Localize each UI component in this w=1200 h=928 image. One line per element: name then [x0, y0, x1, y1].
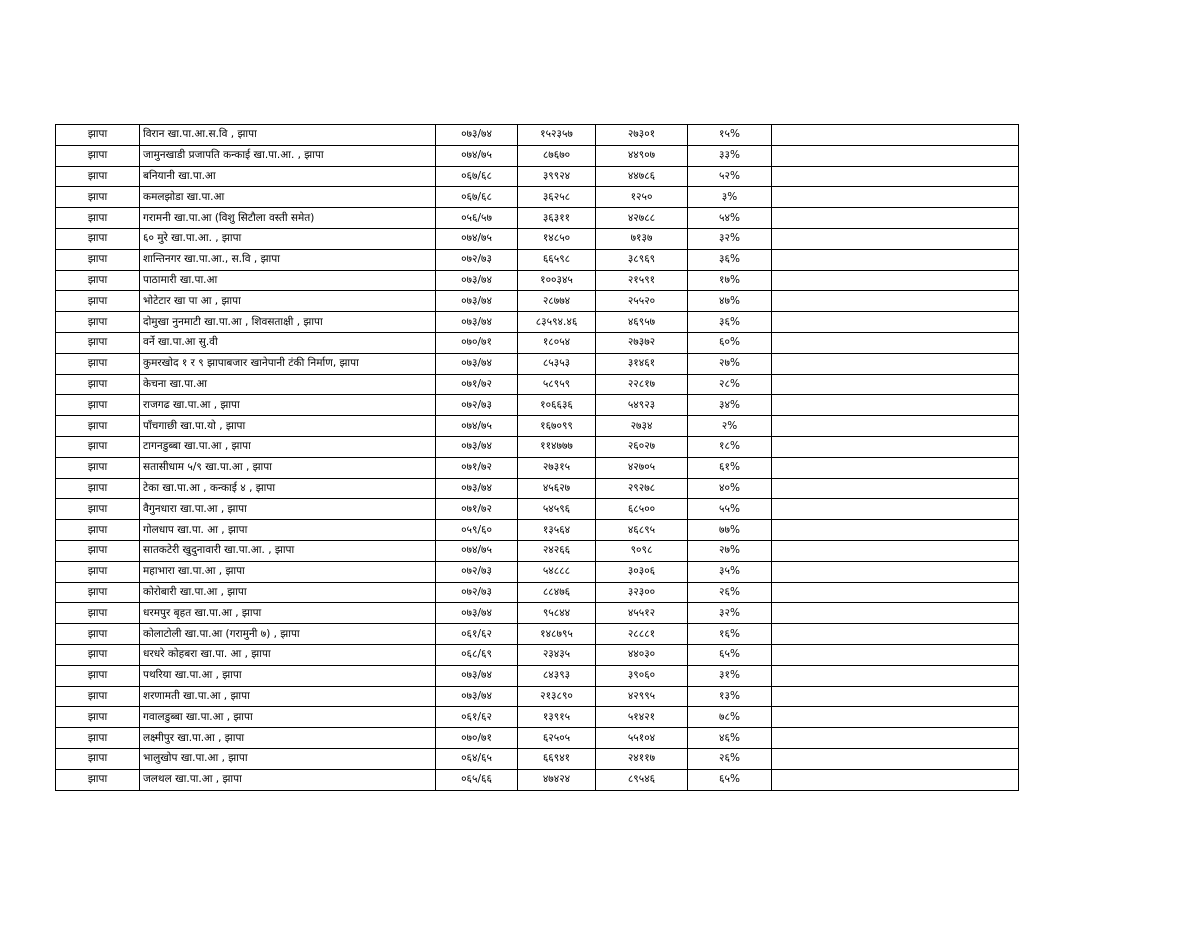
district-cell: झापा	[56, 686, 140, 707]
fiscal-year-cell: ०६७/६८	[436, 166, 518, 187]
district-cell: झापा	[56, 457, 140, 478]
fiscal-year-cell: ०७०/७१	[436, 728, 518, 749]
fiscal-year-cell: ०७२/७३	[436, 561, 518, 582]
remark-cell	[772, 644, 1019, 665]
fiscal-year-cell: ०७४/७५	[436, 228, 518, 249]
percent-cell: ३५%	[688, 561, 772, 582]
fiscal-year-cell: ०७४/७५	[436, 145, 518, 166]
percent-cell: ५५%	[688, 499, 772, 520]
value-a-cell: ३९९२४	[518, 166, 596, 187]
table-row	[56, 728, 1019, 749]
project-name-cell: दोमुखा नुनमाटी खा.पा.आ , शिवसताक्षी , झापा	[140, 312, 436, 333]
table-row	[56, 353, 1019, 374]
project-name-cell: कमलझोडा खा.पा.आ	[140, 187, 436, 208]
table-row	[56, 208, 1019, 229]
value-b-cell: ३०३०६	[596, 561, 688, 582]
project-name-cell: विरान खा.पा.आ.स.वि , झापा	[140, 125, 436, 146]
project-name-cell: बनियानी खा.पा.आ	[140, 166, 436, 187]
project-name-cell: गरामनी खा.पा.आ (विशु सिटौला वस्ती समेत)	[140, 208, 436, 229]
remark-cell	[772, 707, 1019, 728]
percent-cell: ३४%	[688, 395, 772, 416]
value-a-cell: ५८९५९	[518, 374, 596, 395]
remark-cell	[772, 291, 1019, 312]
value-b-cell: ३८९६९	[596, 249, 688, 270]
value-a-cell: ६२५०५	[518, 728, 596, 749]
value-a-cell: ६६५९८	[518, 249, 596, 270]
district-cell: झापा	[56, 125, 140, 146]
percent-cell: १६%	[688, 624, 772, 645]
value-a-cell: ८७६७०	[518, 145, 596, 166]
remark-cell	[772, 145, 1019, 166]
project-name-cell: कोलाटोली खा.पा.आ (गरामुनी ७) , झापा	[140, 624, 436, 645]
remark-cell	[772, 353, 1019, 374]
remark-cell	[772, 228, 1019, 249]
remark-cell	[772, 374, 1019, 395]
fiscal-year-cell: ०७३/७४	[436, 665, 518, 686]
percent-cell: १८%	[688, 436, 772, 457]
project-name-cell: टागनडुब्बा खा.पा.आ , झापा	[140, 436, 436, 457]
percent-cell: ५४%	[688, 208, 772, 229]
value-b-cell: ५१४२१	[596, 707, 688, 728]
district-cell: झापा	[56, 208, 140, 229]
project-name-cell: महाभारा खा.पा.आ , झापा	[140, 561, 436, 582]
fiscal-year-cell: ०७२/७३	[436, 395, 518, 416]
percent-cell: ४६%	[688, 728, 772, 749]
fiscal-year-cell: ०५९/६०	[436, 520, 518, 541]
district-cell: झापा	[56, 374, 140, 395]
remark-cell	[772, 166, 1019, 187]
value-b-cell: ८९५४६	[596, 769, 688, 790]
table-row	[56, 457, 1019, 478]
fiscal-year-cell: ०६८/६९	[436, 644, 518, 665]
fiscal-year-cell: ०७४/७५	[436, 416, 518, 437]
remark-cell	[772, 478, 1019, 499]
district-cell: झापा	[56, 291, 140, 312]
project-name-cell: राजगढ खा.पा.आ , झापा	[140, 395, 436, 416]
table-row	[56, 416, 1019, 437]
table-row	[56, 270, 1019, 291]
table-row	[56, 291, 1019, 312]
value-b-cell: ७१३७	[596, 228, 688, 249]
district-cell: झापा	[56, 249, 140, 270]
percent-cell: २७%	[688, 353, 772, 374]
value-a-cell: ११४७७७	[518, 436, 596, 457]
value-b-cell: ४२९९५	[596, 686, 688, 707]
percent-cell: ३६%	[688, 312, 772, 333]
table-row	[56, 561, 1019, 582]
value-b-cell: ३९०६०	[596, 665, 688, 686]
table-row	[56, 769, 1019, 790]
table-row	[56, 332, 1019, 353]
percent-cell: ७८%	[688, 707, 772, 728]
percent-cell: ५२%	[688, 166, 772, 187]
percent-cell: ३२%	[688, 228, 772, 249]
remark-cell	[772, 395, 1019, 416]
table-row	[56, 686, 1019, 707]
district-cell: झापा	[56, 769, 140, 790]
value-a-cell: १०६६३६	[518, 395, 596, 416]
percent-cell: ६१%	[688, 457, 772, 478]
district-cell: झापा	[56, 228, 140, 249]
percent-cell: ६५%	[688, 769, 772, 790]
table-row	[56, 644, 1019, 665]
value-b-cell: २७३०१	[596, 125, 688, 146]
project-name-cell: टेका खा.पा.आ , कन्काई ४ , झापा	[140, 478, 436, 499]
remark-cell	[772, 665, 1019, 686]
value-a-cell: ८८४७६	[518, 582, 596, 603]
value-a-cell: ८४३९३	[518, 665, 596, 686]
remark-cell	[772, 686, 1019, 707]
value-b-cell: ३२३००	[596, 582, 688, 603]
value-b-cell: ४२७८८	[596, 208, 688, 229]
value-b-cell: २८८८१	[596, 624, 688, 645]
value-a-cell: १३५६४	[518, 520, 596, 541]
project-name-cell: जलथल खा.पा.आ , झापा	[140, 769, 436, 790]
value-b-cell: २१५९१	[596, 270, 688, 291]
project-name-cell: कोरोबारी खा.पा.आ , झापा	[140, 582, 436, 603]
district-cell: झापा	[56, 166, 140, 187]
remark-cell	[772, 457, 1019, 478]
value-a-cell: २८७७४	[518, 291, 596, 312]
project-name-cell: सतासीधाम ५/९ खा.पा.आ , झापा	[140, 457, 436, 478]
project-name-cell: भोटेटार खा पा आ , झापा	[140, 291, 436, 312]
table-row	[56, 312, 1019, 333]
percent-cell: ३६%	[688, 249, 772, 270]
project-name-cell: धरमपुर बृहत खा.पा.आ , झापा	[140, 603, 436, 624]
value-a-cell: ८३५९४.४६	[518, 312, 596, 333]
percent-cell: ४७%	[688, 291, 772, 312]
value-b-cell: ६८५००	[596, 499, 688, 520]
district-cell: झापा	[56, 748, 140, 769]
remark-cell	[772, 249, 1019, 270]
percent-cell: २%	[688, 416, 772, 437]
remark-cell	[772, 728, 1019, 749]
value-b-cell: २४११७	[596, 748, 688, 769]
value-a-cell: १८०५४	[518, 332, 596, 353]
district-cell: झापा	[56, 707, 140, 728]
value-a-cell: ५४५९६	[518, 499, 596, 520]
table-row	[56, 624, 1019, 645]
value-b-cell: २६०२७	[596, 436, 688, 457]
district-cell: झापा	[56, 416, 140, 437]
project-name-cell: पाँचगाछी खा.पा.यो , झापा	[140, 416, 436, 437]
district-cell: झापा	[56, 644, 140, 665]
value-a-cell: २१३८९०	[518, 686, 596, 707]
remark-cell	[772, 187, 1019, 208]
project-name-cell: लक्ष्मीपुर खा.पा.आ , झापा	[140, 728, 436, 749]
table-row	[56, 478, 1019, 499]
project-name-cell: वर्ने खा.पा.आ सु.वी	[140, 332, 436, 353]
table-row	[56, 395, 1019, 416]
table-row	[56, 187, 1019, 208]
district-cell: झापा	[56, 332, 140, 353]
fiscal-year-cell: ०७२/७३	[436, 249, 518, 270]
fiscal-year-cell: ०७३/७४	[436, 270, 518, 291]
percent-cell: ६०%	[688, 332, 772, 353]
fiscal-year-cell: ०६७/६८	[436, 187, 518, 208]
district-cell: झापा	[56, 499, 140, 520]
table-row	[56, 499, 1019, 520]
fiscal-year-cell: ०७३/७४	[436, 125, 518, 146]
fiscal-year-cell: ०७४/७५	[436, 540, 518, 561]
remark-cell	[772, 624, 1019, 645]
value-a-cell: २३४३५	[518, 644, 596, 665]
percent-cell: १७%	[688, 270, 772, 291]
percent-cell: १३%	[688, 686, 772, 707]
value-b-cell: २२८१७	[596, 374, 688, 395]
percent-cell: २६%	[688, 748, 772, 769]
water-project-table	[55, 124, 1019, 791]
project-name-cell: केचना खा.पा.आ	[140, 374, 436, 395]
remark-cell	[772, 540, 1019, 561]
value-a-cell: १६७०९९	[518, 416, 596, 437]
fiscal-year-cell: ०७३/७४	[436, 603, 518, 624]
value-a-cell: १४८५०	[518, 228, 596, 249]
percent-cell: १५%	[688, 125, 772, 146]
district-cell: झापा	[56, 395, 140, 416]
table-row	[56, 520, 1019, 541]
district-cell: झापा	[56, 603, 140, 624]
project-name-cell: पाठामारी खा.पा.आ	[140, 270, 436, 291]
project-name-cell: गवालडुब्बा खा.पा.आ , झापा	[140, 707, 436, 728]
percent-cell: ३%	[688, 187, 772, 208]
percent-cell: ३३%	[688, 145, 772, 166]
remark-cell	[772, 748, 1019, 769]
project-name-cell: धरधरे कोहबरा खा.पा. आ , झापा	[140, 644, 436, 665]
value-b-cell: ४४९०७	[596, 145, 688, 166]
value-b-cell: २७३४	[596, 416, 688, 437]
project-name-cell: भालुखोप खा.पा.आ , झापा	[140, 748, 436, 769]
value-b-cell: ३१४६१	[596, 353, 688, 374]
fiscal-year-cell: ०७३/७४	[436, 353, 518, 374]
percent-cell: २८%	[688, 374, 772, 395]
table-row	[56, 707, 1019, 728]
value-a-cell: १५२३५७	[518, 125, 596, 146]
table-body	[56, 125, 1019, 791]
fiscal-year-cell: ०७३/७४	[436, 686, 518, 707]
remark-cell	[772, 769, 1019, 790]
remark-cell	[772, 332, 1019, 353]
table-row	[56, 228, 1019, 249]
fiscal-year-cell: ०७३/७४	[436, 291, 518, 312]
table-row	[56, 540, 1019, 561]
project-name-cell: शान्तिनगर खा.पा.आ., स.वि , झापा	[140, 249, 436, 270]
table-row	[56, 125, 1019, 146]
fiscal-year-cell: ०६१/६२	[436, 707, 518, 728]
fiscal-year-cell: ०७१/७२	[436, 499, 518, 520]
value-b-cell: ५४९२३	[596, 395, 688, 416]
table-row	[56, 249, 1019, 270]
project-name-cell: गोलधाप खा.पा. आ , झापा	[140, 520, 436, 541]
table-row	[56, 374, 1019, 395]
remark-cell	[772, 208, 1019, 229]
remark-cell	[772, 270, 1019, 291]
district-cell: झापा	[56, 436, 140, 457]
district-cell: झापा	[56, 561, 140, 582]
remark-cell	[772, 312, 1019, 333]
remark-cell	[772, 582, 1019, 603]
percent-cell: ३१%	[688, 665, 772, 686]
table-row	[56, 748, 1019, 769]
fiscal-year-cell: ०७०/७१	[436, 332, 518, 353]
district-cell: झापा	[56, 145, 140, 166]
value-b-cell: १२५०	[596, 187, 688, 208]
value-b-cell: ४४०३०	[596, 644, 688, 665]
district-cell: झापा	[56, 582, 140, 603]
project-name-cell: सातकटेरी खुदुनावारी खा.पा.आ. , झापा	[140, 540, 436, 561]
value-b-cell: ९०९८	[596, 540, 688, 561]
value-b-cell: २९२७८	[596, 478, 688, 499]
fiscal-year-cell: ०७३/७४	[436, 436, 518, 457]
remark-cell	[772, 499, 1019, 520]
district-cell: झापा	[56, 520, 140, 541]
value-a-cell: ४५६२७	[518, 478, 596, 499]
percent-cell: ६५%	[688, 644, 772, 665]
fiscal-year-cell: ०७१/७२	[436, 374, 518, 395]
district-cell: झापा	[56, 665, 140, 686]
fiscal-year-cell: ०५६/५७	[436, 208, 518, 229]
district-cell: झापा	[56, 353, 140, 374]
value-b-cell: २५५२०	[596, 291, 688, 312]
project-name-cell: कुमरखोद १ र ९ झापाबजार खानेपानी टंकी निर्माण, झापा	[140, 353, 436, 374]
remark-cell	[772, 520, 1019, 541]
table-row	[56, 665, 1019, 686]
table-row	[56, 603, 1019, 624]
value-a-cell: १००३४५	[518, 270, 596, 291]
value-b-cell: ४५५१२	[596, 603, 688, 624]
project-name-cell: वैगुनधारा खा.पा.आ , झापा	[140, 499, 436, 520]
value-b-cell: ४२७०५	[596, 457, 688, 478]
remark-cell	[772, 436, 1019, 457]
percent-cell: ७७%	[688, 520, 772, 541]
district-cell: झापा	[56, 312, 140, 333]
table-row	[56, 436, 1019, 457]
value-b-cell: ४६८९५	[596, 520, 688, 541]
table-row	[56, 582, 1019, 603]
value-b-cell: २७३७२	[596, 332, 688, 353]
remark-cell	[772, 416, 1019, 437]
fiscal-year-cell: ०६१/६२	[436, 624, 518, 645]
fiscal-year-cell: ०७२/७३	[436, 582, 518, 603]
remark-cell	[772, 561, 1019, 582]
fiscal-year-cell: ०६४/६५	[436, 748, 518, 769]
percent-cell: ३२%	[688, 603, 772, 624]
district-cell: झापा	[56, 270, 140, 291]
fiscal-year-cell: ०७३/७४	[436, 478, 518, 499]
value-a-cell: ५४८८८	[518, 561, 596, 582]
percent-cell: २७%	[688, 540, 772, 561]
value-b-cell: ४६९५७	[596, 312, 688, 333]
table-row	[56, 166, 1019, 187]
value-a-cell: ३६३११	[518, 208, 596, 229]
value-a-cell: २४२६६	[518, 540, 596, 561]
remark-cell	[772, 603, 1019, 624]
value-b-cell: ४४७८६	[596, 166, 688, 187]
project-name-cell: ६० मुरे खा.पा.आ. , झापा	[140, 228, 436, 249]
value-a-cell: ३६२५८	[518, 187, 596, 208]
district-cell: झापा	[56, 478, 140, 499]
value-a-cell: १४८७९५	[518, 624, 596, 645]
remark-cell	[772, 125, 1019, 146]
value-a-cell: ८५३५३	[518, 353, 596, 374]
fiscal-year-cell: ०७१/७२	[436, 457, 518, 478]
project-name-cell: जामुनखाडी प्रजापति कन्काई खा.पा.आ. , झापा	[140, 145, 436, 166]
district-cell: झापा	[56, 540, 140, 561]
percent-cell: २६%	[688, 582, 772, 603]
fiscal-year-cell: ०६५/६६	[436, 769, 518, 790]
value-a-cell: ४७४२४	[518, 769, 596, 790]
district-cell: झापा	[56, 728, 140, 749]
value-b-cell: ५५१०४	[596, 728, 688, 749]
value-a-cell: २७३१५	[518, 457, 596, 478]
table-row	[56, 145, 1019, 166]
value-a-cell: ६६९४१	[518, 748, 596, 769]
value-a-cell: ९५८४४	[518, 603, 596, 624]
fiscal-year-cell: ०७३/७४	[436, 312, 518, 333]
project-name-cell: शरणामती खा.पा.आ , झापा	[140, 686, 436, 707]
project-name-cell: पथरिया खा.पा.आ , झापा	[140, 665, 436, 686]
value-a-cell: १३९१५	[518, 707, 596, 728]
percent-cell: ४०%	[688, 478, 772, 499]
district-cell: झापा	[56, 187, 140, 208]
district-cell: झापा	[56, 624, 140, 645]
